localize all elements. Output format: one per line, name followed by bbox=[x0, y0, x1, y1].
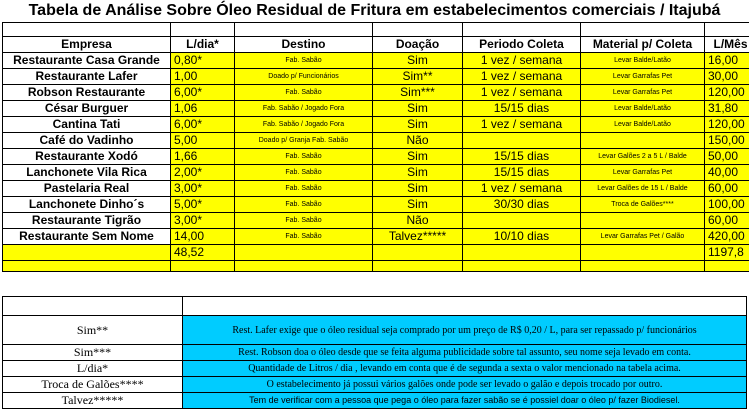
cell-empresa: Restaurante Sem Nome bbox=[3, 229, 171, 245]
cell-ldia: 1,06 bbox=[171, 101, 235, 117]
cell-destino: Fab. Sabão bbox=[235, 165, 373, 181]
cell-ldia: 5,00* bbox=[171, 197, 235, 213]
table-row bbox=[3, 149, 749, 165]
cell-lmes: 120,00 bbox=[705, 117, 749, 133]
cell-periodo: 30/30 dias bbox=[463, 197, 581, 213]
table-row bbox=[3, 85, 749, 101]
total-lmes: 1197,8 bbox=[705, 245, 749, 261]
cell-lmes: 50,00 bbox=[705, 149, 749, 165]
legend-description: Quantidade de Litros / dia , levando em conta que é de segunda a sexta o valor mencionado na tabela acima. bbox=[183, 361, 747, 377]
cell-material: Levar Garrafas Pet bbox=[581, 165, 705, 181]
header-row bbox=[3, 37, 749, 53]
legend-blank-row bbox=[3, 297, 747, 316]
legend-table bbox=[2, 296, 747, 409]
cell-empresa: Café do Vadinho bbox=[3, 133, 171, 149]
cell-empresa: Restaurante Xodó bbox=[3, 149, 171, 165]
legend-row bbox=[3, 393, 747, 409]
cell-empresa: Robson Restaurante bbox=[3, 85, 171, 101]
cell-doacao: Talvez***** bbox=[373, 229, 463, 245]
table-row bbox=[3, 53, 749, 69]
legend-description: Rest. Robson doa o óleo desde que se feita alguma publicidade sobre tal assunto, seu nome seja levado em conta. bbox=[183, 345, 747, 361]
table-row bbox=[3, 133, 749, 149]
cell-destino: Fab. Sabão bbox=[235, 197, 373, 213]
cell-empresa: Restaurante Lafer bbox=[3, 69, 171, 85]
cell-material bbox=[581, 213, 705, 229]
totals-row bbox=[3, 245, 749, 261]
header-periodo: Periodo Coleta bbox=[463, 37, 581, 53]
cell-destino: Fab. Sabão bbox=[235, 85, 373, 101]
cell-material: Levar Galões de 15 L / Balde bbox=[581, 181, 705, 197]
cell-lmes: 420,00 bbox=[705, 229, 749, 245]
table-row bbox=[3, 69, 749, 85]
cell-doacao: Sim*** bbox=[373, 85, 463, 101]
cell-material: Levar Balde/Latão bbox=[581, 101, 705, 117]
cell-periodo: 1 vez / semana bbox=[463, 181, 581, 197]
cell-material: Levar Garrafas Pet / Galão bbox=[581, 229, 705, 245]
oil-analysis-table bbox=[2, 22, 749, 272]
cell-lmes: 16,00 bbox=[705, 53, 749, 69]
legend-key: Troca de Galões**** bbox=[3, 377, 183, 393]
cell-destino: Fab. Sabão bbox=[235, 53, 373, 69]
cell-lmes: 31,80 bbox=[705, 101, 749, 117]
gap-row bbox=[3, 261, 749, 272]
legend-key: Sim*** bbox=[3, 345, 183, 361]
cell-doacao: Sim** bbox=[373, 69, 463, 85]
cell-empresa: Cantina Tati bbox=[3, 117, 171, 133]
table-row bbox=[3, 213, 749, 229]
cell-lmes: 60,00 bbox=[705, 181, 749, 197]
cell-destino: Fab. Sabão bbox=[235, 213, 373, 229]
cell-doacao: Sim bbox=[373, 117, 463, 133]
cell-destino: Fab. Sabão bbox=[235, 181, 373, 197]
cell-empresa: Lanchonete Vila Rica bbox=[3, 165, 171, 181]
cell-doacao: Sim bbox=[373, 149, 463, 165]
cell-destino: Fab. Sabão / Jogado Fora bbox=[235, 101, 373, 117]
cell-doacao: Sim bbox=[373, 197, 463, 213]
cell-material: Levar Balde/Latão bbox=[581, 53, 705, 69]
cell-material: Levar Garrafas Pet bbox=[581, 69, 705, 85]
cell-periodo: 15/15 dias bbox=[463, 149, 581, 165]
cell-lmes: 120,00 bbox=[705, 85, 749, 101]
legend-key: L/dia* bbox=[3, 361, 183, 377]
table-row bbox=[3, 197, 749, 213]
cell-destino: Fab. Sabão bbox=[235, 149, 373, 165]
cell-doacao: Sim bbox=[373, 181, 463, 197]
cell-lmes: 40,00 bbox=[705, 165, 749, 181]
cell-periodo bbox=[463, 133, 581, 149]
cell-ldia: 2,00* bbox=[171, 165, 235, 181]
cell-doacao: Não bbox=[373, 213, 463, 229]
cell-destino: Fab. Sabão / Jogado Fora bbox=[235, 117, 373, 133]
cell-empresa: César Burguer bbox=[3, 101, 171, 117]
cell-periodo: 1 vez / semana bbox=[463, 117, 581, 133]
cell-ldia: 5,00 bbox=[171, 133, 235, 149]
cell-lmes: 30,00 bbox=[705, 69, 749, 85]
cell-periodo: 15/15 dias bbox=[463, 101, 581, 117]
header-doacao: Doação bbox=[373, 37, 463, 53]
cell-periodo bbox=[463, 213, 581, 229]
legend-row bbox=[3, 377, 747, 393]
header-empresa: Empresa bbox=[3, 37, 171, 53]
cell-empresa: Restaurante Tigrão bbox=[3, 213, 171, 229]
cell-material: Levar Galões 2 a 5 L / Balde bbox=[581, 149, 705, 165]
cell-ldia: 1,66 bbox=[171, 149, 235, 165]
table-row bbox=[3, 101, 749, 117]
spacer-row bbox=[3, 23, 749, 37]
cell-empresa: Lanchonete Dinho´s bbox=[3, 197, 171, 213]
cell-doacao: Sim bbox=[373, 53, 463, 69]
cell-periodo: 1 vez / semana bbox=[463, 85, 581, 101]
header-ldia: L/dia* bbox=[171, 37, 235, 53]
header-material: Material p/ Coleta bbox=[581, 37, 705, 53]
table-row bbox=[3, 181, 749, 197]
cell-ldia: 6,00* bbox=[171, 85, 235, 101]
legend-row bbox=[3, 361, 747, 377]
cell-ldia: 3,00* bbox=[171, 213, 235, 229]
cell-periodo: 10/10 dias bbox=[463, 229, 581, 245]
cell-ldia: 6,00* bbox=[171, 117, 235, 133]
cell-ldia: 1,00 bbox=[171, 69, 235, 85]
cell-doacao: Sim bbox=[373, 101, 463, 117]
cell-lmes: 100,00 bbox=[705, 197, 749, 213]
cell-destino: Doado p/ Granja Fab. Sabão bbox=[235, 133, 373, 149]
cell-periodo: 15/15 dias bbox=[463, 165, 581, 181]
cell-destino: Doado p/ Funcionários bbox=[235, 69, 373, 85]
cell-lmes: 60,00 bbox=[705, 213, 749, 229]
cell-material: Levar Garrafas Pet bbox=[581, 85, 705, 101]
legend-key: Talvez***** bbox=[3, 393, 183, 409]
cell-lmes: 150,00 bbox=[705, 133, 749, 149]
cell-periodo: 1 vez / semana bbox=[463, 69, 581, 85]
table-row bbox=[3, 117, 749, 133]
legend-row bbox=[3, 345, 747, 361]
table-row bbox=[3, 229, 749, 245]
cell-doacao: Sim bbox=[373, 165, 463, 181]
cell-doacao: Não bbox=[373, 133, 463, 149]
cell-ldia: 0,80* bbox=[171, 53, 235, 69]
header-lmes: L/Mês bbox=[705, 37, 749, 53]
legend-description: Tem de verificar com a pessoa que pega o óleo para fazer sabão se é possiel doar o óleo p/ fazer Biodiesel. bbox=[183, 393, 747, 409]
legend-description: Rest. Lafer exige que o óleo residual seja comprado por um preço de R$ 0,20 / L, para ser repassado p/ funcionários bbox=[183, 316, 747, 345]
cell-destino: Fab. Sabão bbox=[235, 229, 373, 245]
cell-material: Levar Balde/Latão bbox=[581, 117, 705, 133]
total-ldia: 48,52 bbox=[171, 245, 235, 261]
page-title: Tabela de Análise Sobre Óleo Residual de Fritura em estabelecimentos comerciais / Itajubá bbox=[28, 2, 721, 19]
legend-key: Sim** bbox=[3, 316, 183, 345]
cell-material: Troca de Galões**** bbox=[581, 197, 705, 213]
cell-periodo: 1 vez / semana bbox=[463, 53, 581, 69]
cell-empresa: Pastelaria Real bbox=[3, 181, 171, 197]
cell-ldia: 14,00 bbox=[171, 229, 235, 245]
legend-description: O estabelecimento já possui vários galões onde pode ser levado o galão e depois trocado por outro. bbox=[183, 377, 747, 393]
legend-row bbox=[3, 316, 747, 345]
cell-empresa: Restaurante Casa Grande bbox=[3, 53, 171, 69]
cell-material bbox=[581, 133, 705, 149]
header-destino: Destino bbox=[235, 37, 373, 53]
cell-ldia: 3,00* bbox=[171, 181, 235, 197]
table-row bbox=[3, 165, 749, 181]
